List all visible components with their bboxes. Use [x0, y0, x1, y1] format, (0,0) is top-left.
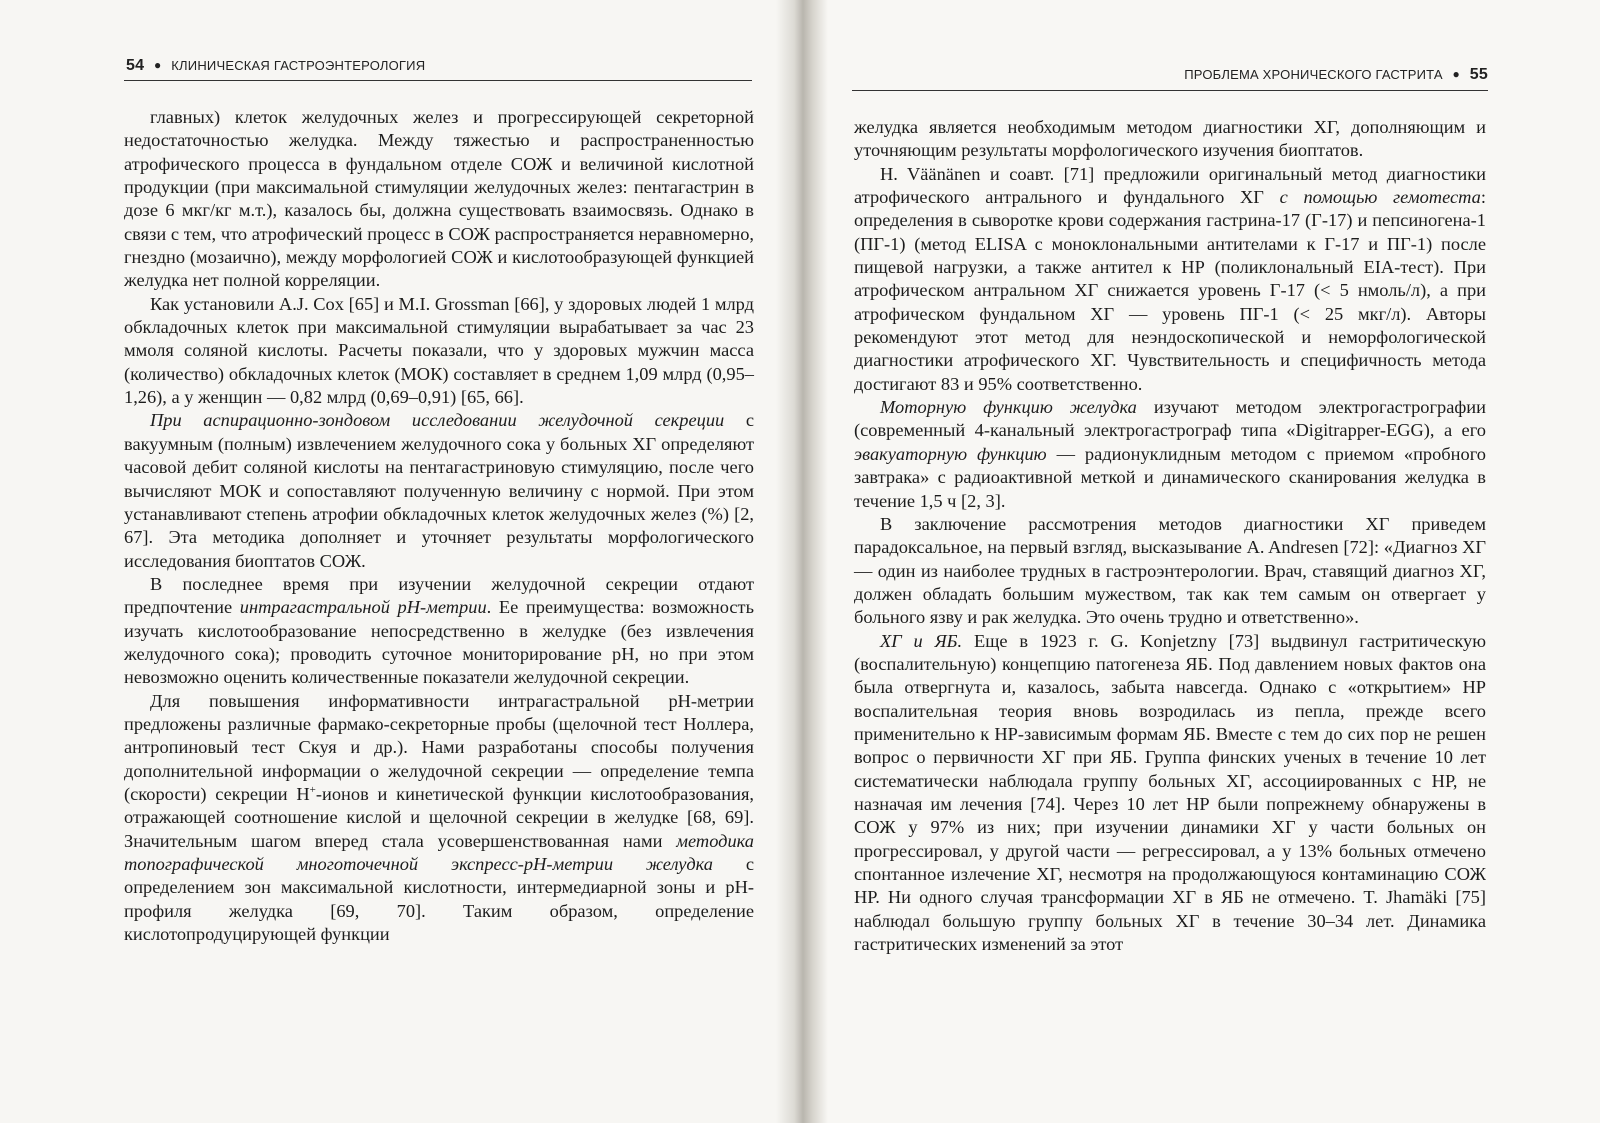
right-header-rule — [852, 90, 1488, 91]
text-run: желудка является необходимым методом диагностики ХГ, дополняющим и уточняющим результаты морфологического изучения биоптатов. — [854, 117, 1486, 161]
right-page — [800, 0, 1600, 1123]
text-run: Как установили A.J. Cox [65] и M.I. Grossman [66], у здоровых людей 1 млрд обкладочных клеток при максимальной стимуляции вырабатывает за час 23 ммоля соляной кислоты. Расчеты показали, что у здоровых мужчин масса (количество) обкладочных клеток (МОК) составляет в среднем 1,09 млрд (0,95–1,26), а у женщин — 0,82 млрд (0,69–0,91) [65, 66]. — [124, 293, 754, 408]
left-header-rule — [124, 80, 752, 81]
paragraph — [124, 106, 754, 293]
text-run: -ионов и кинетической функции кислотообразования, отражающей соотношение кислой и щелочной секреции в желудке [68, 69]. Значительным шагом вперед стала усовершенствованная нами — [124, 783, 755, 851]
paragraph — [124, 573, 754, 690]
italic-run: При аспирационно-зондовом исследовании желудочной секреции — [150, 410, 725, 431]
left-body-text — [124, 106, 754, 946]
italic-run: эвакуаторную функцию — [854, 443, 1047, 464]
paragraph — [124, 293, 754, 410]
text-run: с вакуумным (полным) извлечением желудочного сока у больных ХГ определяют часовой дебит соляной кислоты на пентагастриновую стимуляцию, после чего вычисляют МОК и сопоставляют полученную величину с нормой. При этом устанавливают степень атрофии обкладочных клеток желудочных желез (%) [2, 67]. Эта методика дополняет и уточняет результаты морфологического исследования биоптатов СОЖ. — [124, 410, 754, 571]
book-gutter — [776, 0, 828, 1123]
text-run: изучают методом электрогастрографии (современный 4-канальный электрогастрограф типа «Digitrapper-EGG), а его — [854, 397, 1486, 441]
text-run: : определения в сыворотке крови содержания гастрина-17 (Г-17) и пепсиногена-1 (ПГ-1) (метод ELISA с моноклональными антителами к Г-17 и ПГ-1) после пищевой нагрузки, а также антител к НР (поликлональный EIA-тест). При атрофическом антральном ХГ снижается уровень Г-17 (< 5 нмоль/л), а при атрофическом фундальном ХГ — уровень ПГ-1 (< 25 мкг/л). Авторы рекомендуют этот метод для неэндоскопической и неморфологической диагностики атрофического ХГ. Чувствительность и специфичность метода достигают 83 и 95% соответственно. — [854, 187, 1486, 394]
bullet-separator: ● — [154, 58, 162, 72]
italic-run: с помощью гемотеста — [1279, 187, 1481, 208]
italic-run: ХГ и ЯБ. — [880, 630, 963, 651]
italic-run: Моторную функцию желудка — [880, 397, 1137, 418]
text-run: . Ее преимущества: возможность изучать кислотообразование непосредственно в желудке (без извлечения желудочного сока); проводить суточное мониторирование рН, но при этом невозможно оценить количественные показатели желудочной секреции. — [124, 597, 754, 688]
text-run: — радионуклидным методом с приемом «пробного завтрака» с радиоактивной меткой и динамического сканирования желудка в течение 1,5 ч [2, 3]. — [854, 443, 1486, 511]
paragraph — [124, 690, 754, 947]
right-page-number: 55 — [1469, 66, 1488, 83]
paragraph — [854, 513, 1486, 630]
right-running-head: ПРОБЛЕМА ХРОНИЧЕСКОГО ГАСТРИТА — [1184, 67, 1443, 82]
italic-run: интрагастральной рН-метрии — [239, 597, 487, 618]
right-body-text — [854, 116, 1486, 956]
superscript: + — [309, 783, 316, 796]
text-run: Для повышения информативности интрагастральной рН-метрии предложены различные фармако-секреторные пробы (щелочной тест Ноллера, антропиновый тест Скуя и др.). Нами разработаны способы получения дополнительной информации о желудочной секреции — определение темпа (скорости) секреции H — [124, 690, 754, 804]
left-page-number: 54 — [126, 57, 145, 74]
paragraph — [854, 116, 1486, 163]
text-run: главных) клеток желудочных желез и прогрессирующей секреторной недостаточностью желудка. Между тяжестью и распространенностью атрофического процесса в фундальном отделе СОЖ и величиной кислотной продукции (при максимальной стимуляции желудочных желез: пентагастрин в дозе 6 мкг/кг м.т.), казалось бы, должна существовать взаимосвязь. Однако в связи с тем, что атрофический процесс в СОЖ распространяется неравномерно, гнездно (мозаично), между морфологией СОЖ и кислотообразующей функцией желудка нет полной корреляции. — [124, 107, 754, 291]
text-run: Еще в 1923 г. G. Konjetzny [73] выдвинул гастритическую (воспалительную) концепцию патогенеза ЯБ. Под давлением новых фактов она была отвергнута и, казалось, забыта навсегда. Однако с «открытием» НР воспалительная теория вновь возродилась из пепла, прежде всего применительно к НР-зависимым формам ЯБ. Вместе с тем до сих пор не решен вопрос о первичности ХГ при ЯБ. Группа финских ученых в течение 10 лет систематически наблюдала группу больных ХГ, ассоциированных с НР, не назначая им лечения [74]. Через 10 лет НР были попрежнему обнаружены в СОЖ у 97% из них; при изучении динамики ХГ у части больных он прогрессировал, у другой части — регрессировал, а у 13% больных отмечено спонтанное излечение ХГ, несмотря на продолжающуюся контаминацию СОЖ НР. Ни одного случая трансформации ХГ в ЯБ не отмечено. T. Jhamäki [75] наблюдал большую группу больных ХГ в течение 30–34 лет. Динамика гастритических изменений за этот — [854, 630, 1486, 955]
bullet-separator: ● — [1452, 67, 1460, 81]
paragraph — [854, 396, 1486, 513]
text-run: В последнее время при изучении желудочной секреции отдают предпочтение — [124, 573, 754, 618]
text-run: В заключение рассмотрения методов диагностики ХГ приведем парадоксальное, на первый взгляд, высказывание A. Andresen [72]: «Диагноз ХГ — один из наиболее трудных в гастроэнтерологии. Врач, ставящий диагноз ХГ, должен обладать большим мужеством, так как тем самым он отвергает у больного язву и рак желудка. Это очень трудно и ответственно». — [854, 513, 1486, 628]
paragraph — [124, 409, 754, 572]
paragraph — [854, 163, 1486, 396]
left-running-head: КЛИНИЧЕСКАЯ ГАСТРОЭНТЕРОЛОГИЯ — [171, 58, 426, 73]
text-run: H. Väänänen и соавт. [71] предложили оригинальный метод диагностики атрофического антрального и фундального ХГ — [854, 163, 1486, 208]
italic-run: методика топографической многоточечной экспресс-рН-метрии желудка — [124, 830, 754, 874]
paragraph — [854, 630, 1486, 957]
text-run: с определением зон максимальной кислотности, интермедиарной зоны и рН-профиля желудка [69, 70]. Таким образом, определение кислотопродуцирующей функции — [124, 854, 755, 945]
right-running-header — [1184, 66, 1488, 84]
left-running-header — [126, 57, 425, 75]
